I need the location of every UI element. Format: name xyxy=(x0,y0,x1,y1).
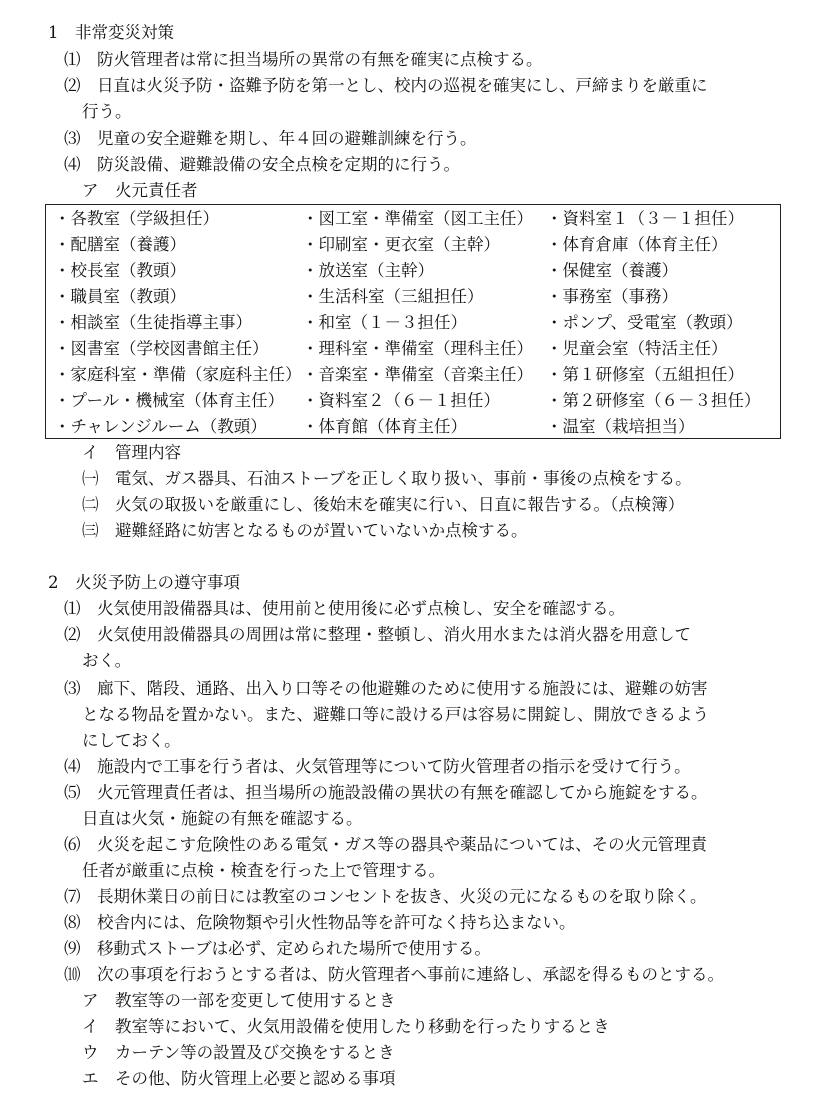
section-2-heading: 2 火災予防上の遵守事項 xyxy=(48,573,240,592)
table-cell: ・プール・機械室（体育主任） xyxy=(54,391,285,410)
section-2-line: イ 教室等において、火気用設備を使用したり移動を行ったりするとき xyxy=(82,1017,610,1036)
section-2-line: にしておく。 xyxy=(82,731,181,750)
table-cell: ・放送室（主幹） xyxy=(302,261,434,280)
table-cell: ・生活科室（三組担任） xyxy=(302,287,484,306)
table-cell: ・第１研修室（五組担任） xyxy=(546,365,744,384)
section-2-line: おく。 xyxy=(82,651,132,670)
fire-officer-table xyxy=(45,204,781,439)
table-cell: ・印刷室・更衣室（主幹） xyxy=(302,235,500,254)
table-cell: ・理科室・準備室（理科主任） xyxy=(302,339,533,358)
section-2-line: 任者が厳重に点検・検査を行った上で管理する。 xyxy=(82,861,445,880)
management-item-1: ㈠ 電気、ガス器具、石油ストーブを正しく取り扱い、事前・事後の点検をする。 xyxy=(82,469,692,488)
section-2-line: 日直は火気・施錠の有無を確認する。 xyxy=(82,809,363,828)
section-1-item-3: ⑶ 児童の安全避難を期し、年４回の避難訓練を行う。 xyxy=(64,129,477,148)
section-2-line: ⑸ 火元管理責任者は、担当場所の施設設備の異状の有無を確認してから施錠をする。 xyxy=(64,783,708,802)
section-2-line: となる物品を置かない。また、避難口等に設ける戸は容易に開錠し、開放できるよう xyxy=(82,705,709,724)
table-cell: ・第２研修室（６－３担任） xyxy=(546,391,761,410)
table-cell: ・音楽室・準備室（音楽主任） xyxy=(302,365,533,384)
table-cell: ・事務室（事務） xyxy=(546,287,678,306)
section-2-line: ⑶ 廊下、階段、通路、出入り口等その他避難のために使用する施設には、避難の妨害 xyxy=(64,679,708,698)
section-2-line: ⑵ 火気使用設備器具の周囲は常に整理・整頓し、消火用水または消火器を用意して xyxy=(64,625,691,644)
section-1-item-1: ⑴ 防火管理者は常に担当場所の異常の有無を確実に点検する。 xyxy=(64,50,543,69)
table-cell: ・和室（１－３担任） xyxy=(302,313,467,332)
table-cell: ・保健室（養護） xyxy=(546,261,678,280)
section-2-line: ⑽ 次の事項を行おうとする者は、防火管理者へ事前に連絡し、承認を得るものとする。 xyxy=(64,965,724,984)
table-cell: ・資料室１（３－１担任） xyxy=(546,209,744,228)
table-cell: ・チャレンジルーム（教頭） xyxy=(54,417,267,436)
section-1-item-2: ⑵ 日直は火災予防・盗難予防を第一とし、校内の巡視を確実にし、戸締まりを厳重に xyxy=(64,76,708,95)
management-item-3: ㈢ 避難経路に妨害となるものが置いていないか点検する。 xyxy=(82,521,528,540)
section-1-item-4: ⑷ 防災設備、避難設備の安全点検を定期的に行う。 xyxy=(64,155,460,174)
table-cell: ・温室（栽培担当） xyxy=(546,417,695,436)
section-2-line: ⑷ 施設内で工事を行う者は、火気管理等について防火管理者の指示を受けて行う。 xyxy=(64,757,691,776)
table-cell: ・配膳室（養護） xyxy=(54,235,186,254)
section-2-line: ⑻ 校舎内には、危険物類や引火性物品等を許可なく持ち込まない。 xyxy=(64,913,576,932)
section-2-line: ア 教室等の一部を変更して使用するとき xyxy=(82,991,396,1010)
table-cell: ・図書室（学校図書館主任） xyxy=(54,339,269,358)
management-item-2: ㈡ 火気の取扱いを厳重にし、後始末を確実に行い、日直に報告する。（点検簿） xyxy=(82,495,685,514)
section-2-line: ウ カーテン等の設置及び交換をするとき xyxy=(82,1043,395,1062)
table-cell: ・体育倉庫（体育主任） xyxy=(546,235,728,254)
table-cell: ・資料室２（６－１担任） xyxy=(302,391,500,410)
section-2-line: ⑴ 火気使用設備器具は、使用前と使用後に必ず点検し、安全を確認する。 xyxy=(64,599,625,618)
section-2-line: エ その他、防火管理上必要と認める事項 xyxy=(82,1069,396,1088)
table-cell: ・児童会室（特活主任） xyxy=(546,339,728,358)
table-cell: ・家庭科室・準備（家庭科主任） xyxy=(54,365,302,384)
section-2-line: ⑼ 移動式ストーブは必ず、定められた場所で使用する。 xyxy=(64,939,491,958)
section-2-line: ⑺ 長期休業日の前日には教室のコンセントを抜き、火災の元になるものを取り除く。 xyxy=(64,887,707,906)
table-cell: ・相談室（生徒指導主事） xyxy=(54,313,252,332)
table-cell: ・校長室（教頭） xyxy=(54,261,186,280)
table-cell: ・各教室（学級担任） xyxy=(54,209,219,228)
section-2-line: ⑹ 火災を起こす危険性のある電気・ガス等の器具や薬品については、その火元管理責 xyxy=(64,835,708,854)
section-1-heading: 1 非常変災対策 xyxy=(48,23,174,42)
table-cell: ・職員室（教頭） xyxy=(54,287,186,306)
table-cell: ・体育館（体育主任） xyxy=(302,417,467,436)
management-heading: イ 管理内容 xyxy=(82,443,181,462)
table-cell: ・図工室・準備室（図工主任） xyxy=(302,209,533,228)
fire-officer-heading: ア 火元責任者 xyxy=(82,181,198,200)
section-1-item-2-cont: 行う。 xyxy=(82,102,132,121)
table-cell: ・ポンプ、受電室（教頭） xyxy=(546,313,743,332)
